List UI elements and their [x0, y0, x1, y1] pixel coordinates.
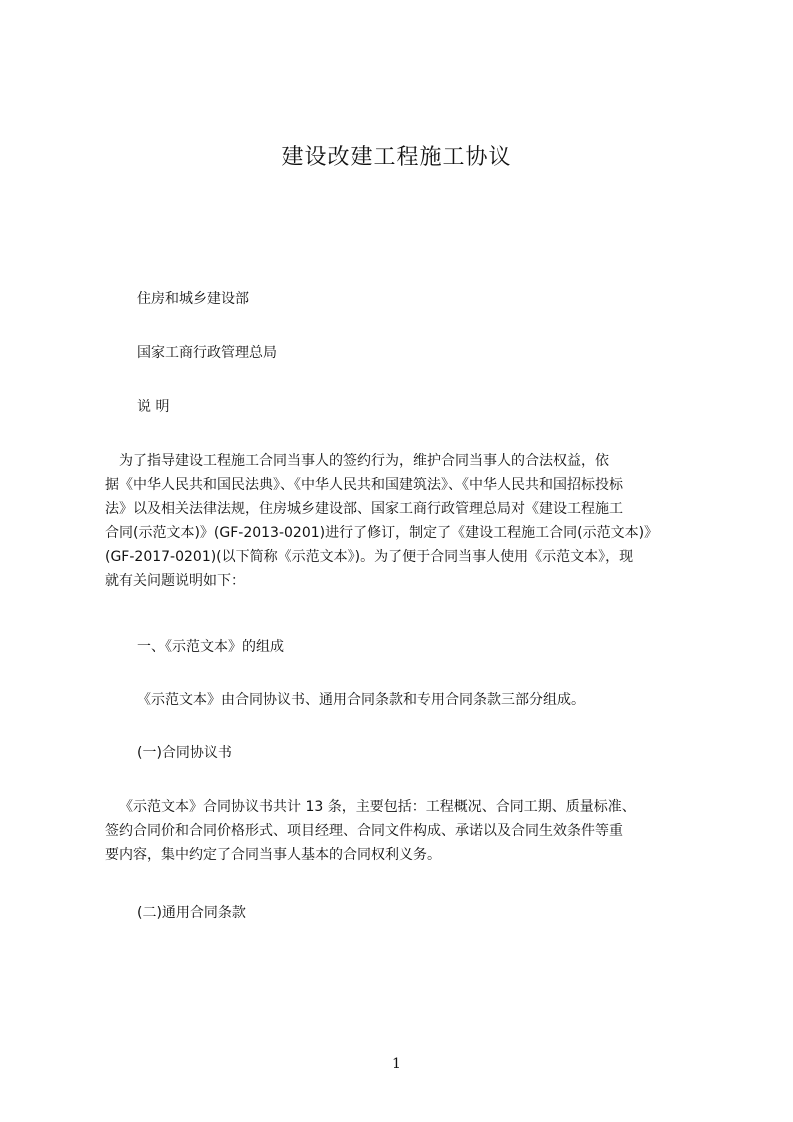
intro-line-2: 据《中华人民共和国民法典》、《中华人民共和国建筑法》、《中华人民共和国招标投标 [105, 477, 623, 493]
intro-line-1: 为了指导建设工程施工合同当事人的签约行为，维护合同当事人的合法权益，依 [119, 453, 609, 469]
issuer-ministry-housing: 住房和城乡建设部 [137, 291, 249, 307]
subsection-1-line-3: 要内容，集中约定了合同当事人基本的合同权利义务。 [105, 847, 441, 863]
subsection-2-heading: (二)通用合同条款 [137, 905, 246, 921]
section-1-text: 《示范文本》由合同协议书、通用合同条款和专用合同条款三部分组成。 [137, 692, 585, 708]
intro-line-5: (GF-2017-0201)(以下简称《示范文本》)。为了便于合同当事人使用《示范文本》，现 [105, 549, 634, 565]
explanation-heading: 说 明 [137, 399, 170, 415]
subsection-1-heading: (一)合同协议书 [137, 745, 232, 761]
intro-line-4: 合同(示范文本)》(GF-2013-0201)进行了修订，制定了《建设工程施工合同(示范文本)》 [105, 525, 659, 541]
document-title: 建设改建工程施工协议 [281, 145, 512, 170]
intro-paragraph [105, 449, 697, 593]
subsection-1-line-1: 《示范文本》合同协议书共计 13 条，主要包括：工程概况、合同工期、质量标准、 [119, 799, 636, 815]
issuer-saic: 国家工商行政管理总局 [137, 345, 277, 361]
subsection-1-line-2: 签约合同价和合同价格形式、项目经理、合同文件构成、承诺以及合同生效条件等重 [105, 823, 623, 839]
section-1-heading: 一、《示范文本》的组成 [137, 639, 284, 655]
subsection-1-paragraph [105, 795, 697, 867]
page-number: 1 [392, 1056, 401, 1072]
intro-line-3: 法》以及相关法律法规，住房城乡建设部、国家工商行政管理总局对《建设工程施工 [105, 501, 623, 517]
intro-line-6: 就有关问题说明如下： [105, 573, 245, 589]
